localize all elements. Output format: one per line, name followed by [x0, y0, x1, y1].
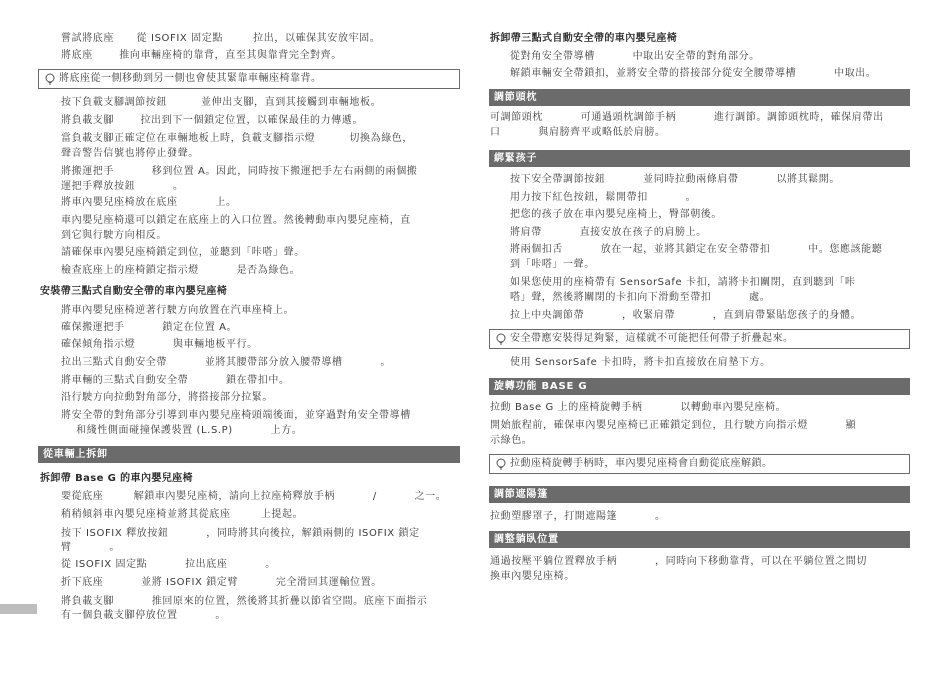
text-line: 確保傾角指示燈 與車輛地板平行。: [61, 339, 258, 350]
tip-text: 安全帶應安裝得足夠緊，這樣就不可能把任何帶子折疊起來。: [510, 333, 794, 344]
lightbulb-icon: [44, 73, 56, 85]
text-line: 到它與行駛方向相反。: [61, 230, 167, 241]
text-line: 如果您使用的座椅帶有 SensorSafe 卡扣，請將卡扣關閉，直到聽到「咔: [510, 277, 856, 288]
text-line: 聲音警告信號也將停止發聲。: [61, 148, 199, 159]
text-line: 拉動 Base G 上的座椅旋轉手柄 以轉動車內嬰兒座椅。: [490, 402, 787, 413]
text-line: 解鎖車輛安全帶鎖扣，並將安全帶的搭接部分從安全腰帶導槽 中取出。: [510, 68, 877, 79]
text-line: 到「咔嗒」一聲。: [510, 259, 595, 270]
text-line: 示綠色。: [490, 435, 533, 446]
text-line: 將肩帶 直接安放在孩子的肩膀上。: [510, 227, 707, 238]
text-line: 將負載支腳 拉出到下一個鎖定位置，以確保最佳的力傳遞。: [61, 115, 364, 126]
page-edge-tab: [0, 604, 37, 614]
tip-text: 拉動座椅旋轉手柄時，車內嬰兒座椅會自動從底座解鎖。: [510, 458, 773, 469]
text-line: 用力按下紅色按鈕，鬆開帶扣 。: [510, 192, 697, 203]
lightbulb-icon: [495, 333, 507, 345]
text-line: 按下安全帶調節按鈕 並同時拉動兩條肩帶 以將其鬆開。: [510, 174, 840, 185]
tip-box: [489, 454, 910, 474]
section-bar: 調整躺臥位置: [489, 531, 910, 548]
text-line: 嘗試將底座 從 ISOFIX 固定點 拉出，以確保其安放牢固。: [61, 33, 381, 44]
section-heading: 拆卸帶 Base G 的車內嬰兒座椅: [40, 473, 193, 484]
section-bar: 綁緊孩子: [489, 150, 910, 167]
tip-box: [38, 69, 460, 89]
text-line: 換車內嬰兒座椅。: [490, 571, 575, 582]
text-line: 要從底座 解鎖車內嬰兒座椅，請向上拉座椅釋放手柄 / 之一。: [61, 491, 447, 502]
text-line: 將車內嬰兒座椅放在底座 上。: [61, 197, 237, 208]
text-line: 通過按壓平躺位置釋放手柄 ，同時向下移動靠背，可以在平躺位置之間切: [490, 556, 867, 567]
text-line: 嗒」聲，然後將關閉的卡扣向下滑動至帶扣 處。: [510, 292, 771, 303]
text-line: 拉上中央調節帶 ，收緊肩帶 ，直到肩帶緊貼您孩子的身體。: [510, 310, 862, 321]
text-line: 將負載支腳 推回原來的位置，然後將其折疊以節省空間。底座下面指示: [61, 596, 428, 607]
text-line: 請確保車內嬰兒座椅鎖定到位，並聽到「咔嗒」聲。: [61, 247, 305, 258]
lightbulb-icon: [495, 458, 507, 470]
text-line: 將車輛的三點式自動安全帶 鎖在帶扣中。: [61, 375, 290, 386]
text-line: 檢查底座上的座椅鎖定指示燈 是否為綠色。: [61, 265, 301, 276]
text-line: 按下 ISOFIX 釋放按鈕 ，同時將其向後拉，解鎖兩側的 ISOFIX 鎖定: [61, 528, 420, 539]
section-bar: 旋轉功能 BASE G: [489, 378, 910, 395]
section-bar: 調節遮陽篷: [489, 486, 910, 503]
text-line: 折下底座 並將 ISOFIX 鎖定臂 完全滑回其運輸位置。: [61, 577, 382, 588]
text-line: 將車內嬰兒座椅逆著行駛方向放置在汽車座椅上。: [61, 305, 295, 316]
text-line: 車內嬰兒座椅還可以鎖定在底座上的入口位置。然後轉動車內嬰兒座椅，直: [61, 215, 411, 226]
text-line: 有一個負載支腳停放位置 。: [61, 610, 226, 621]
text-line: 將兩個扣舌 放在一起，並將其鎖定在安全帶帶扣 中。您應該能聽: [510, 244, 883, 255]
text-line: 將搬運把手 移到位置 A。因此，同時按下搬運把手左右兩側的兩個搬: [61, 166, 418, 177]
text-line: 把您的孩子放在車內嬰兒座椅上，臀部朝後。: [510, 209, 722, 220]
text-line: 拉出三點式自動安全帶 並將其腰帶部分放入腰帶導槽 。: [61, 357, 391, 368]
text-line: 將安全帶的對角部分引導到車內嬰兒座椅頭端後面，並穿過對角安全帶導槽: [61, 410, 411, 421]
section-heading: 拆卸帶三點式自動安全帶的車內嬰兒座椅: [490, 33, 678, 44]
text-line: 從對角安全帶導槽 中取出安全帶的對角部分。: [510, 51, 760, 62]
text-line: 從 ISOFIX 固定點 拉出底座 。: [61, 559, 276, 570]
text-line: 口 與肩膀齊平或略低於肩膀。: [490, 127, 666, 138]
text-line: 當負載支腳正確定位在車輛地板上時，負載支腳指示燈 切換為綠色，: [61, 133, 414, 144]
text-line: 和綫性側面碰撞保護裝置 (L.S.P) 上方。: [61, 425, 303, 436]
text-line: 拉動塑膠罩子，打開遮陽篷 。: [490, 511, 666, 522]
text-line: 臂 。: [61, 542, 120, 553]
text-line: 將底座 推向車輛座椅的靠背，直至其與靠背完全對齊。: [61, 50, 342, 61]
text-line: 運把手釋放按鈕 。: [61, 181, 184, 192]
section-heading: 安裝帶三點式自動安全帶的車內嬰兒座椅: [40, 286, 228, 297]
section-bar: 從車輛上拆卸: [38, 446, 460, 463]
text-line: 使用 SensorSafe 卡扣時，將卡扣直接放在肩墊下方。: [510, 357, 771, 368]
text-line: 稍稍傾斜車內嬰兒座椅並將其從底座 上提起。: [61, 509, 304, 520]
text-line: 確保搬運把手 鎖定在位置 A。: [61, 322, 238, 333]
tip-box: [489, 329, 910, 349]
section-bar: 調節頭枕: [489, 89, 910, 106]
text-line: 按下負載支腳調節按鈕 並伸出支腳，直到其接觸到車輛地板。: [61, 97, 382, 108]
text-line: 沿行駛方向拉動對角部分，將搭接部分拉緊。: [61, 392, 273, 403]
tip-text: 將底座從一側移動到另一側也會使其緊靠車輛座椅靠背。: [59, 73, 322, 84]
text-line: 開始旅程前，確保車內嬰兒座椅已正確鎖定到位，且行駛方向指示燈 顯: [490, 420, 857, 431]
text-line: 可調節頭枕 可通過頭枕調節手柄 進行調節。調節頭枕時，確保肩帶出: [490, 112, 884, 123]
